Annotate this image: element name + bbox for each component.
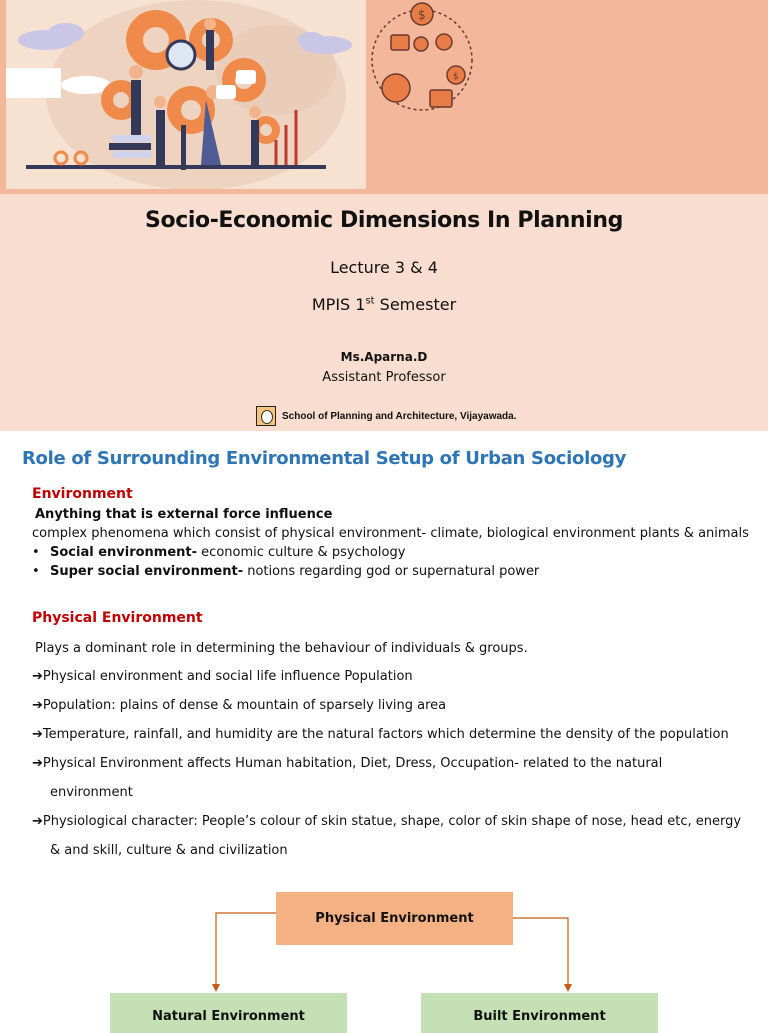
author-name: Ms.Aparna.D [340, 350, 428, 364]
school-logo-icon [256, 406, 276, 426]
svg-text:$: $ [418, 8, 426, 22]
environment-label: Environment [32, 486, 133, 502]
list-item [32, 564, 539, 579]
bullet-dot: • [32, 564, 40, 579]
arrow-icon: ➔ [32, 698, 43, 713]
finance-icons-cluster [366, 0, 478, 118]
arrowhead-right [564, 984, 572, 992]
content-slide [0, 431, 768, 1024]
semester-prefix: MPIS 1 [311, 295, 366, 314]
connector-right [513, 918, 568, 987]
arrow-icon: ➔ [32, 814, 43, 829]
environment-definition: Anything that is external force influence [35, 507, 333, 522]
school-name: School of Planning and Architecture, Vijayawada. [282, 410, 517, 422]
bullet-dot: • [32, 545, 40, 560]
point-text: Population: plains of dense & mountain of sparsely living area [42, 698, 447, 713]
gears-people-illustration [6, 0, 366, 189]
title-banner [0, 0, 768, 194]
list-item [32, 814, 741, 829]
arrowhead-left [212, 984, 220, 992]
presentation-title: Socio-Economic Dimensions In Planning [145, 208, 623, 233]
list-item [32, 669, 413, 684]
bullet-text: economic culture & psychology [197, 545, 406, 560]
point-text: Physical environment and social life influence Population [42, 669, 413, 684]
semester-suffix: Semester [374, 295, 457, 314]
semester-sup: st [365, 295, 375, 307]
svg-text:$: $ [453, 72, 459, 82]
author-role: Assistant Professor [322, 370, 446, 385]
connector-left [216, 913, 276, 987]
point-text: Physical Environment affects Human habitation, Diet, Dress, Occupation- related to the natural [42, 756, 663, 771]
slide-heading: Role of Surrounding Environmental Setup of Urban Sociology [22, 448, 627, 469]
arrow-icon: ➔ [32, 756, 43, 771]
list-item [32, 698, 446, 713]
bullet-text: notions regarding god or supernatural power [243, 564, 540, 579]
list-item [32, 727, 729, 742]
semester-line [0, 295, 768, 314]
list-item [32, 756, 662, 771]
bullet-term: Super social environment- [50, 564, 244, 579]
physical-intro: Plays a dominant role in determining the behaviour of individuals & groups. [35, 641, 528, 656]
bullet-term: Social environment- [50, 545, 198, 560]
lecture-number: Lecture 3 & 4 [330, 258, 438, 277]
title-slide [0, 0, 768, 431]
point-text: Physiological character: People’s colour of skin statue, shape, color of skin shape of nose, head etc, energy [42, 814, 742, 829]
list-item [32, 545, 405, 560]
arrow-icon: ➔ [32, 669, 43, 684]
diagram-left-box: Natural Environment [110, 993, 347, 1033]
point-text: Temperature, rainfall, and humidity are the natural factors which determine the density of the population [42, 727, 729, 742]
arrow-icon: ➔ [32, 727, 43, 742]
school-affiliation [256, 405, 517, 427]
physical-environment-label: Physical Environment [32, 610, 203, 626]
point-continuation: & and skill, culture & and civilization [50, 843, 288, 858]
point-continuation: environment [50, 785, 133, 800]
environment-description: complex phenomena which consist of physical environment- climate, biological environment plants & animals [32, 526, 749, 541]
diagram-right-box: Built Environment [421, 993, 658, 1033]
diagram-root-box: Physical Environment [276, 892, 513, 945]
